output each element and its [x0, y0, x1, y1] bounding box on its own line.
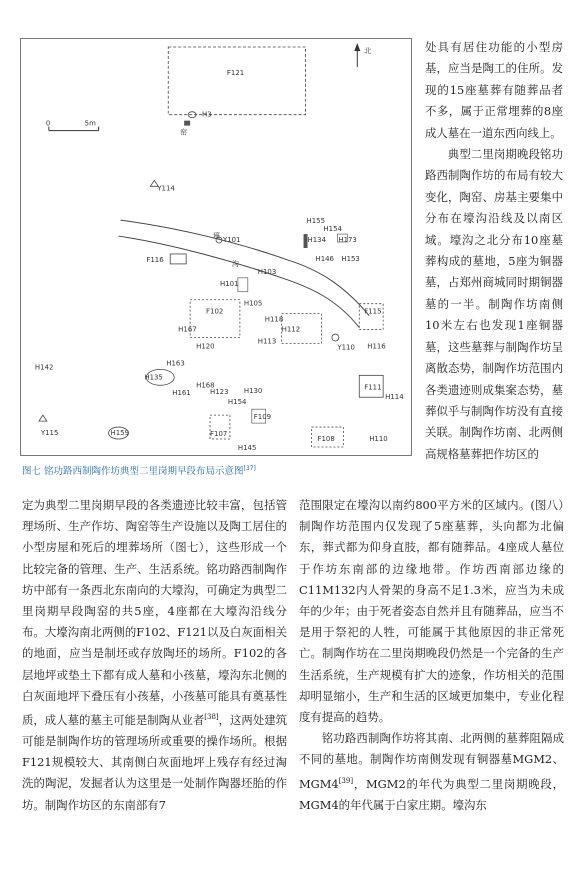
label-h110: H110	[369, 435, 388, 444]
left-column-paragraph	[22, 495, 287, 816]
figure-caption	[22, 463, 414, 477]
kiln-marker-a	[184, 121, 190, 126]
building-f102	[190, 300, 240, 338]
label-h163: H163	[166, 359, 185, 368]
citation-39: [39]	[338, 776, 354, 785]
citation-38: [38]	[204, 713, 219, 722]
scale-end-label: 5m	[84, 119, 96, 128]
label-h173: H173	[338, 236, 357, 245]
pit-h101-shape	[238, 278, 248, 292]
building-f121	[168, 47, 305, 115]
label-f108: F108	[317, 435, 335, 444]
kiln-y115-shape	[39, 415, 47, 421]
label-f121: F121	[226, 68, 245, 77]
label-f116: F116	[146, 255, 164, 264]
label-kiln: 窑	[180, 128, 188, 137]
left-column-text	[22, 495, 287, 816]
label-h114: H114	[385, 393, 404, 402]
label-f111: F111	[364, 383, 382, 392]
label-y115: Y115	[40, 429, 59, 438]
label-ditch: 沟	[231, 259, 239, 268]
label-h130: H130	[243, 387, 263, 396]
label-h120: H120	[196, 342, 215, 351]
north-label: 北	[364, 46, 372, 55]
label-h118: H118	[264, 315, 284, 324]
label-h113: H113	[257, 337, 277, 346]
label-y110: Y110	[337, 343, 355, 352]
label-h101: H101	[219, 279, 239, 288]
right-lower-column-text	[299, 495, 564, 816]
building-f116-shape	[170, 254, 186, 264]
label-h146: H146	[315, 254, 334, 263]
label-h168: H168	[196, 381, 215, 390]
label-h153: H153	[341, 254, 360, 263]
ditch-line-south	[119, 236, 360, 328]
right-column-paragraph-1: 处具有居住功能的小型房基，应当是陶工的住所。发现的15座墓葬有随葬品者不多，属于正常埋葬的8座成人墓在一道东西向线上。	[425, 40, 563, 140]
right-column-text	[425, 37, 563, 465]
label-h161: H161	[172, 389, 191, 398]
north-arrow-head-icon	[354, 43, 360, 51]
right-lower-paragraph-1: 范围限定在壕沟以南约800平方米的区域内。(图八）制陶作坊范围内仅发现了5座墓葬，头向都为北偏东，葬式都为仰身直肢，都有随葬品。4座成人墓位于作坊东南部的边缘地带。作坊西南部边缘的C11M132内人骨架的身高不足1.3米，应当为未成年的少年；由于死者姿态自然并且有随葬品，应当不是用于祭祀的人牲，可能属于其他原因的非正常死亡。制陶作坊在二里岗期晚段仍然是一个完备的生产生活系统，生产规模有扩大的迹象，作坊相关的范围却明显缩小，生产和生活的区域更加集中，专业化程度有提高的趋势。	[299, 498, 564, 725]
right-lower-paragraph-2-a: 铭功路西制陶作坊将其南、北两侧的墓葬阻隔成不同的墓地。制陶作坊南侧发现有铜器墓MGM2、MGM4	[299, 731, 564, 791]
label-f109: F109	[253, 413, 272, 422]
right-column-paragraph-2: 典型二里岗期晚段铭功路西制陶作坊的布局有较大变化，陶窑、房基主要集中分布在壕沟沿线及以南区域。壕沟之北分布10座墓葬构成的墓地，5座为铜器墓，占郑州商城同时期铜器墓的一半。制陶作坊南侧10米左右也发现1座铜器墓，这些墓葬与制陶作坊呈离散态势，制陶作坊范围内各类遗迹则成集案态势，墓葬似乎与制陶作坊没有直接关联。制陶作坊南、北两侧高规格墓葬把作坊区的	[425, 147, 563, 461]
label-h135: H135	[144, 373, 163, 382]
label-h112: H112	[281, 325, 301, 334]
pit-h134-shape	[304, 234, 308, 248]
label-h105: H105	[243, 299, 263, 308]
site-plan-figure	[20, 38, 412, 456]
label-h154: H154	[323, 225, 342, 234]
left-column-paragraph-tail: ，这两处建筑可能是制陶作坊的管理场所或重要的操作场所。根据F121规模较大、其南侧白灰面地坪上残存有经过淘洗的陶泥，发掘者认为这里是一处制作陶器坯胎的作坊。制陶作坊区的东南部有7	[22, 712, 287, 812]
label-h145: H145	[237, 443, 257, 452]
figure-caption-text: 图七 铭功路西制陶作坊典型二里岗期早段布局示意图	[22, 466, 244, 477]
label-f107: F107	[210, 430, 228, 439]
kiln-y110-shape	[332, 334, 339, 341]
label-h123: H123	[210, 388, 229, 397]
figure-caption-ref: [37]	[243, 464, 256, 472]
label-f102: F102	[206, 307, 224, 316]
label-h167: H167	[178, 325, 197, 334]
label-h154b: H154	[227, 398, 247, 407]
label-h142: H142	[34, 363, 54, 372]
right-lower-paragraph-2-b: ，MGM2的年代为典型二里岗期晚段，MGM4的年代属于白家庄期。壕沟东	[299, 776, 564, 812]
label-wall: 壕	[213, 232, 220, 241]
label-f115: F115	[364, 307, 382, 316]
label-y101: Y101	[222, 236, 241, 245]
label-y114: Y114	[157, 184, 175, 193]
label-h103: H103	[257, 267, 277, 276]
right-lower-paragraph-2	[299, 728, 564, 816]
left-column-paragraph-main: 定为典型二里岗期早段的各类遗迹比较丰富，包括管理场所、生产作坊、陶窑等生产设施以及陶工居住的小型房屋和死后的埋葬场所（图七），这些形成一个比较完备的管理、生产、生活系统。铭功路西制陶作坊中部有一条西北东南向的大壕沟，可确定为典型二里岗期早段陶窑的共5座，4座都在大壕沟沿线分布。大壕沟南北两侧的F102、F121以及白灰面相关的地面，应当是制坯或存放陶坯的场所。F102的各层地坪或垫土下都有成人墓和小孩墓，壕沟东北侧的白灰面地坪下叠压有小孩墓，小孩墓可能具有奠基性质，成人墓的墓主可能是制陶从业者	[22, 498, 287, 727]
scale-zero-label: 0	[45, 119, 51, 128]
label-h116: H116	[367, 342, 386, 351]
label-h3: H3	[202, 110, 212, 119]
label-h134: H134	[307, 236, 327, 245]
site-plan-svg	[21, 39, 411, 455]
label-h159: H159	[110, 429, 130, 438]
label-h155: H155	[306, 217, 326, 226]
